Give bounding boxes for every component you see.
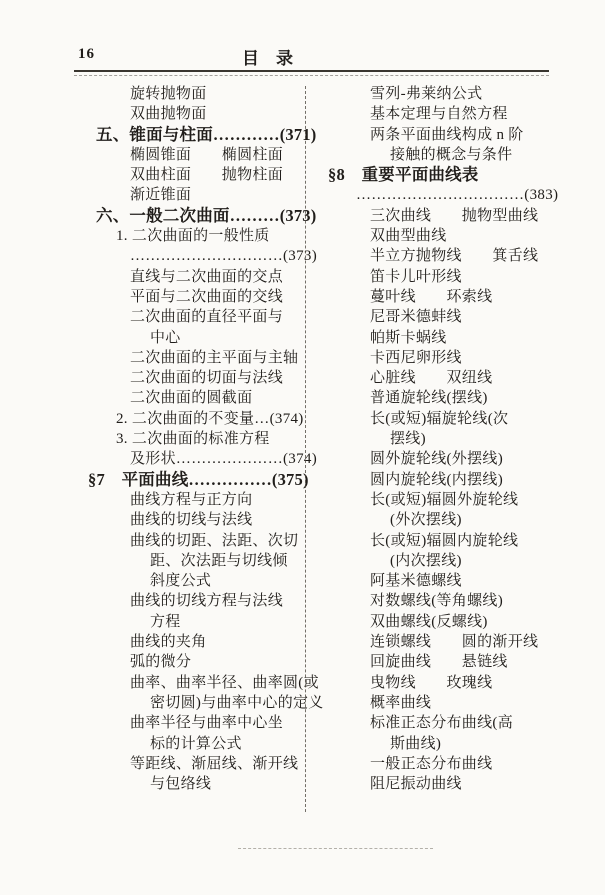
toc-line: 1. 二次曲面的一般性质 bbox=[116, 228, 270, 245]
toc-line: 二次曲面的切面与法线 bbox=[130, 370, 284, 387]
toc-line: 笛卡儿叶形线 bbox=[370, 268, 462, 285]
toc-line: 二次曲面的主平面与主轴 bbox=[130, 349, 299, 366]
toc-line: 密切圆)与曲率中心的定义 bbox=[150, 694, 324, 711]
toc-line: 椭圆锥面 椭圆柱面 bbox=[130, 146, 284, 163]
page-title: 目 录 bbox=[242, 49, 293, 68]
toc-line: 曲率半径与曲率中心坐 bbox=[130, 715, 284, 732]
toc-line: 中心 bbox=[150, 329, 181, 346]
toc-line: 渐近锥面 bbox=[130, 187, 192, 204]
toc-line: 阿基米德螺线 bbox=[370, 573, 462, 590]
toc-line: 五、锥面与柱面…………(371) bbox=[96, 124, 317, 144]
toc-line: 标准正态分布曲线(高 bbox=[370, 715, 513, 732]
toc-line: 对数螺线(等角螺线) bbox=[370, 593, 503, 610]
toc-columns bbox=[0, 84, 605, 794]
toc-line: 普通旋轮线(摆线) bbox=[370, 390, 488, 407]
toc-line: 2. 二次曲面的不变量…(374) bbox=[116, 410, 304, 427]
page-number: 16 bbox=[78, 46, 95, 62]
toc-line: 圆内旋轮线(内摆线) bbox=[370, 471, 503, 488]
toc-line: 标的计算公式 bbox=[150, 735, 242, 752]
toc-line: 与包络线 bbox=[150, 776, 212, 793]
toc-line: 接触的概念与条件 bbox=[390, 146, 513, 163]
toc-line: 半立方抛物线 箕舌线 bbox=[370, 248, 539, 265]
toc-line: §7 平面曲线……………(375) bbox=[88, 469, 309, 489]
toc-line: 长(或短)辐圆外旋轮线 bbox=[370, 491, 519, 508]
toc-line: 雪列-弗莱纳公式 bbox=[370, 86, 483, 102]
toc-line: 长(或短)辐旋轮线(次 bbox=[370, 410, 509, 427]
toc-line: 两条平面曲线构成 n 阶 bbox=[370, 126, 524, 143]
toc-line: 双曲抛物面 bbox=[130, 106, 207, 123]
toc-line: 曲线的切线方程与法线 bbox=[130, 593, 284, 610]
bottom-rule bbox=[238, 848, 433, 849]
left-column bbox=[88, 84, 324, 794]
toc-line: 直线与二次曲面的交点 bbox=[130, 268, 284, 285]
toc-line: 二次曲面的直径平面与 bbox=[130, 309, 284, 326]
toc-line: 尼哥米德蚌线 bbox=[370, 309, 462, 326]
toc-line: 双曲型曲线 bbox=[370, 228, 447, 245]
toc-line: …………………………(373) bbox=[130, 248, 317, 265]
toc-line: (内次摆线) bbox=[390, 552, 462, 569]
toc-line: 曲线的切线与法线 bbox=[130, 512, 253, 529]
toc-line: 斯曲线) bbox=[390, 735, 442, 752]
toc-line: 曲率、曲率半径、曲率圆(或 bbox=[130, 674, 319, 691]
toc-line: 距、次法距与切线倾 bbox=[150, 552, 288, 569]
toc-line: 平面与二次曲面的交线 bbox=[130, 288, 284, 305]
toc-line: 三次曲线 抛物型曲线 bbox=[370, 207, 539, 224]
toc-line: 长(或短)辐圆内旋轮线 bbox=[370, 532, 519, 549]
toc-line: 弧的微分 bbox=[130, 654, 192, 671]
toc-line: 方程 bbox=[150, 613, 181, 630]
column-divider bbox=[305, 86, 306, 812]
toc-line: 等距线、渐屈线、渐开线 bbox=[130, 755, 299, 772]
toc-line: 一般正态分布曲线 bbox=[370, 755, 493, 772]
toc-line: 曳物线 玫瑰线 bbox=[370, 674, 493, 691]
toc-line: 心脏线 双纽线 bbox=[370, 370, 493, 387]
toc-line: 曲线方程与正方向 bbox=[130, 491, 253, 508]
toc-line: 曲线的切距、法距、次切 bbox=[130, 532, 299, 549]
toc-line: 概率曲线 bbox=[370, 694, 432, 711]
toc-line: §8 重要平面曲线表 bbox=[328, 165, 479, 185]
toc-line: 斜度公式 bbox=[150, 573, 212, 590]
toc-line: 二次曲面的圆截面 bbox=[130, 390, 253, 407]
toc-line: 摆线) bbox=[390, 431, 426, 448]
toc-line: ……………………………(383) bbox=[356, 187, 559, 204]
toc-line: 及形状…………………(374) bbox=[130, 451, 317, 468]
toc-line: 阻尼振动曲线 bbox=[370, 776, 462, 793]
toc-line: 圆外旋轮线(外摆线) bbox=[370, 451, 503, 468]
toc-line: 旋转抛物面 bbox=[130, 86, 207, 102]
toc-line: 基本定理与自然方程 bbox=[370, 106, 508, 123]
right-column bbox=[328, 84, 578, 794]
toc-line: (外次摆线) bbox=[390, 512, 462, 529]
toc-line: 六、一般二次曲面………(373) bbox=[96, 205, 317, 225]
toc-line: 蔓叶线 环索线 bbox=[370, 288, 493, 305]
toc-line: 回旋曲线 悬链线 bbox=[370, 654, 508, 671]
toc-line: 双曲螺线(反螺线) bbox=[370, 613, 488, 630]
toc-line: 3. 二次曲面的标准方程 bbox=[116, 431, 270, 448]
toc-line: 双曲柱面 抛物柱面 bbox=[130, 167, 284, 184]
toc-line: 卡西尼卵形线 bbox=[370, 349, 462, 366]
header-rule bbox=[74, 70, 549, 76]
toc-line: 帕斯卡蜗线 bbox=[370, 329, 447, 346]
toc-line: 连锁螺线 圆的渐开线 bbox=[370, 634, 539, 651]
toc-line: 曲线的夹角 bbox=[130, 634, 207, 651]
